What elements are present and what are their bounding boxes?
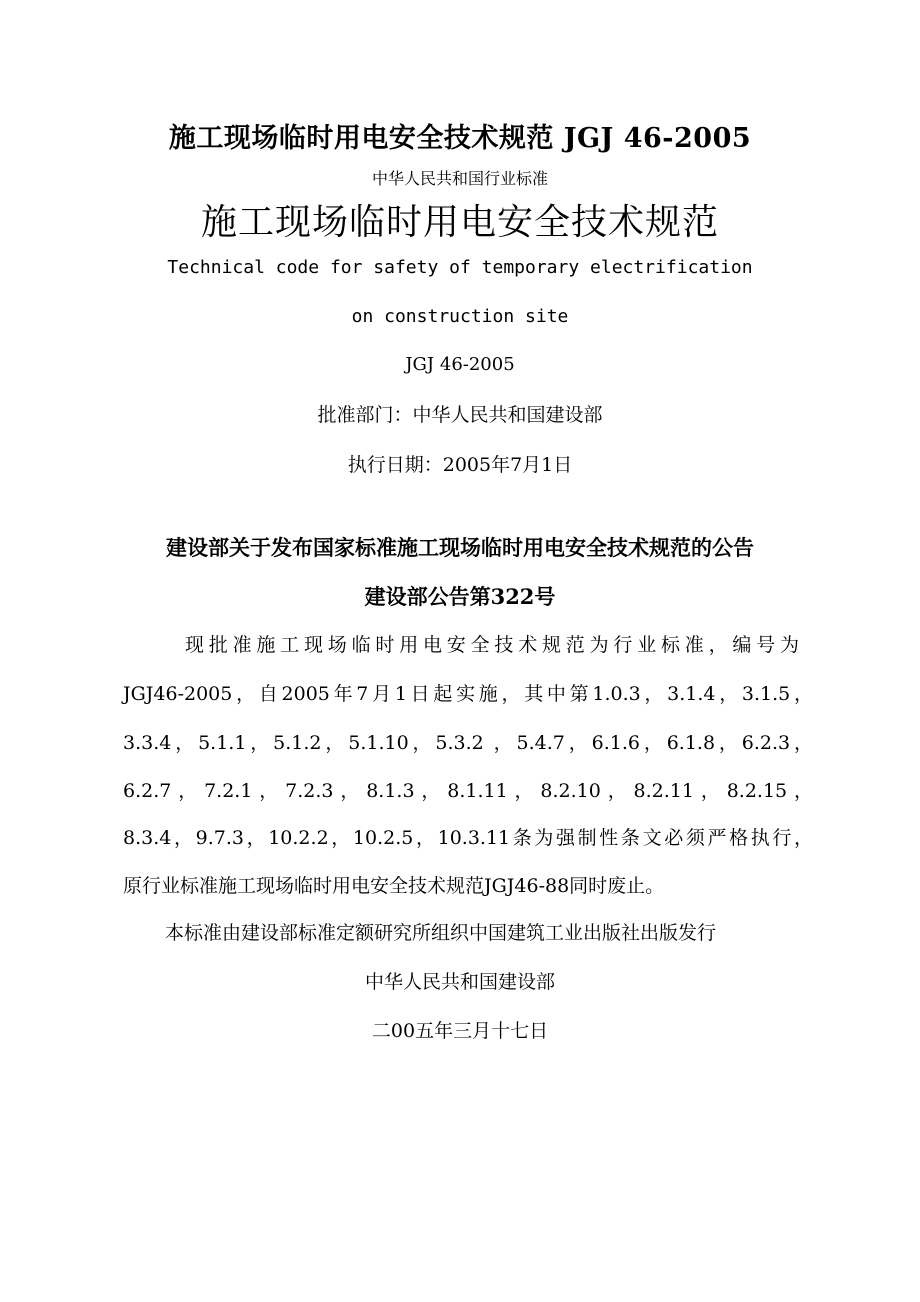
notice-body-line: 原行业标准施工现场临时用电安全技术规范JGJ46-88同时废止。 [123, 875, 665, 897]
notice-body-line: 3.3.4，5.1.1，5.1.2，5.1.10，5.3.2 ，5.4.7，6.1.6，6.1.8，6.2.3， [123, 732, 813, 754]
standard-category-subtitle: 中华人民共和国行业标准 [371, 169, 548, 188]
english-title-line-2: on construction site [351, 306, 569, 327]
english-title-line-1: Technical code for safety of temporary electrification [167, 257, 753, 278]
notice-body-line: 现批准施工现场临时用电安全技术规范为行业标准，编号为 [185, 634, 799, 656]
effective-date: 执行日期：2005年7月1日 [347, 454, 573, 476]
issue-date: 二00五年三月十七日 [371, 1020, 549, 1042]
notice-body-line: JGJ46-2005，自2005年7月1日起实施，其中第1.0.3，3.1.4，3.1.5， [123, 683, 813, 705]
notice-body-line: 8.3.4，9.7.3，10.2.2，10.2.5，10.3.11条为强制性条文必须严格执行， [123, 827, 813, 849]
document-header-title: 施工现场临时用电安全技术规范 JGJ 46-2005 [168, 123, 752, 154]
approval-department: 批准部门：中华人民共和国建设部 [317, 404, 603, 426]
standard-number: JGJ 46-2005 [405, 354, 515, 375]
notice-title: 建设部关于发布国家标准施工现场临时用电安全技术规范的公告 [166, 535, 754, 560]
main-title: 施工现场临时用电安全技术规范 [200, 202, 719, 243]
notice-body-line: 6.2.7，7.2.1，7.2.3，8.1.3，8.1.11，8.2.10，8.2.11，8.2.15， [123, 780, 813, 802]
issuing-authority: 中华人民共和国建设部 [364, 971, 555, 993]
publisher-statement: 本标准由建设部标准定额研究所组织中国建筑工业出版社出版发行 [165, 922, 717, 944]
notice-number: 建设部公告第322号 [364, 584, 556, 609]
